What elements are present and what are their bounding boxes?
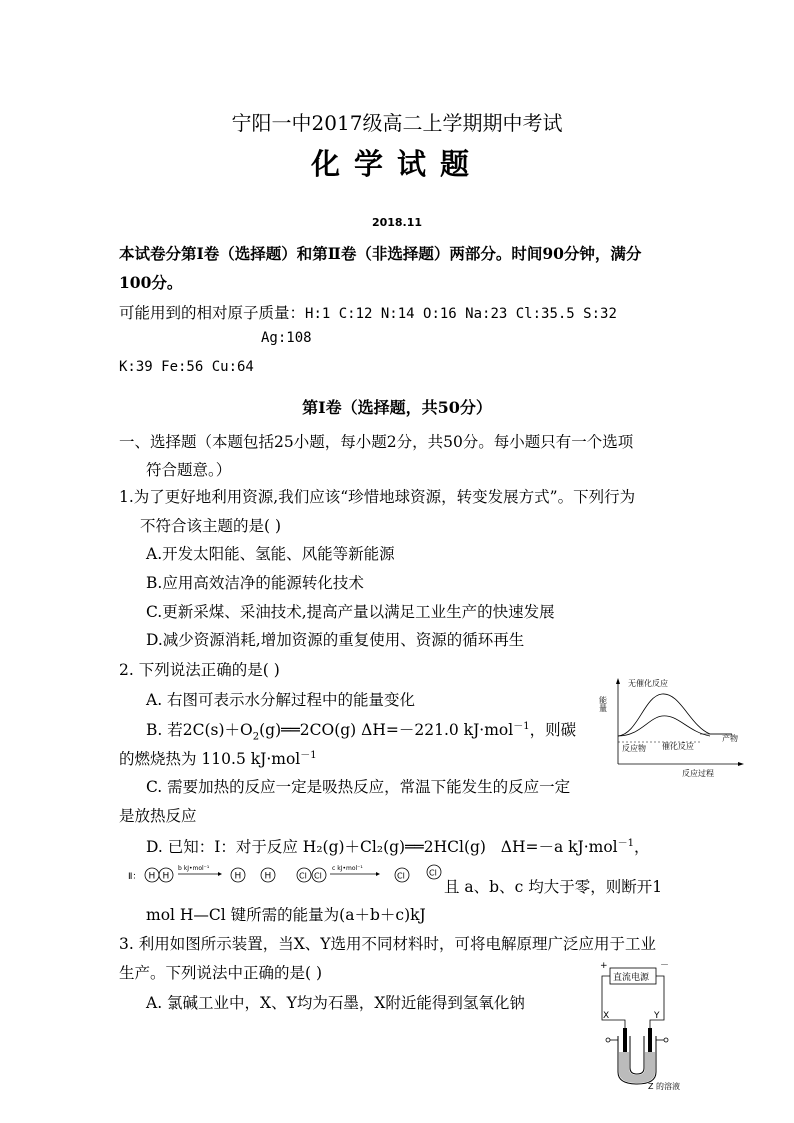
q2-option-b-line2: 的燃烧热为 110.5 kJ·mol$^{-1}$ xyxy=(119,750,317,769)
stopcock-left xyxy=(606,1038,610,1042)
cl-atom-label: Cl xyxy=(314,871,322,881)
u-tube-inner xyxy=(630,1036,644,1074)
q2-option-c-1: C. 需要加热的反应一定是吸热反应，常温下能发生的反应一定 xyxy=(146,778,571,796)
q3-option-a: A. 氯碱工业中，X、Y均为石墨，X附近能得到氢氧化钠 xyxy=(146,994,525,1012)
q3-stem-1: 3. 利用如图所示装置，当X、Y选用不同材料时，可将电解原理广泛应用于工业 xyxy=(119,935,656,953)
reactant-label: 反应物 xyxy=(622,744,646,753)
q2-option-b: B. 若$2C(s)+O_2(g)══2CO(g)$ ΔH=－221.0 kJ·mol$^{-1}$，则碳 xyxy=(146,721,577,743)
h-atom-label: H xyxy=(148,871,156,882)
q2-option-a: A. 右图可表示水分解过程中的能量变化 xyxy=(146,691,416,709)
subject-title: 化学试题 xyxy=(310,147,483,181)
h-atom-label: H xyxy=(264,871,272,882)
cl-atom-label: Cl xyxy=(429,868,437,878)
q1-option-c: C.更新采煤、采油技术,提高产量以满足工业生产的快速发展 xyxy=(146,603,555,621)
h-atom-label: H xyxy=(234,871,242,882)
electrolysis-svg xyxy=(592,960,694,1090)
q2-option-d-line3: mol H—Cl 键所需的能量为(a＋b＋c)kJ xyxy=(146,906,426,924)
electrode-x-label: X xyxy=(603,1011,610,1021)
arrow-head xyxy=(376,872,380,876)
q3-stem-2: 生产。下列说法中正确的是( ) xyxy=(119,964,323,982)
atomic-mass-ag: Ag:108 xyxy=(261,330,312,346)
power-supply-label: 直流电源 xyxy=(613,973,650,983)
q1-option-b: B.应用高效洁净的能源转化技术 xyxy=(146,574,364,592)
atomic-mass-k-fe-cu: K:39 Fe:56 Cu:64 xyxy=(119,359,254,375)
b-energy-label: b kJ•mol⁻¹ xyxy=(178,865,210,872)
energy-diagram-svg xyxy=(600,676,750,782)
exam-title: 宁阳一中2017级高二上学期期中考试 xyxy=(231,111,563,135)
wire-left xyxy=(602,976,625,1034)
solution-label: Z 的溶液 xyxy=(648,1082,681,1091)
section-heading: 第Ⅰ卷（选择题，共50分） xyxy=(302,398,492,417)
q2-option-d: D. 已知：Ⅰ：对于反应 H₂(g)＋Cl₂(g)══2HCl(g) ΔH=－a kJ·mol$^{-1}$， xyxy=(146,838,650,857)
electrolysis-diagram xyxy=(592,960,694,1090)
positive-terminal-label: + xyxy=(600,961,608,971)
stopcock-right xyxy=(664,1038,668,1042)
q1-stem-1: 1.为了更好地利用资源,我们应该“珍惜地球资源，转变发展方式”。下列行为 xyxy=(119,488,636,506)
solution-fill xyxy=(619,1052,655,1083)
uncatalyzed-label: 无催化反应 xyxy=(628,679,668,688)
q1-option-a: A.开发太阳能、氢能、风能等新能源 xyxy=(146,545,395,563)
energy-diagram xyxy=(600,676,750,782)
atomic-mass-label: 可能用到的相对原子质量： xyxy=(119,304,306,322)
atomic-mass-line xyxy=(119,301,617,323)
catalyzed-curve xyxy=(618,716,710,736)
reaction-process-label: 反应过程 xyxy=(682,769,714,778)
intro-line-2: 100分。 xyxy=(119,273,183,292)
h-atom-label: H xyxy=(162,871,170,882)
arrow-head xyxy=(218,872,222,876)
q1-option-d: D.减少资源消耗,增加资源的重复使用、资源的循环再生 xyxy=(146,631,525,649)
electrode-y-label: Y xyxy=(654,1011,660,1021)
wire-right xyxy=(650,976,664,1034)
energy-axis-label: 能量 xyxy=(598,696,608,712)
y-axis-arrow xyxy=(616,678,620,684)
product-label: 产物 xyxy=(722,734,738,743)
atomic-mass-values: H:1 C:12 N:14 O:16 Na:23 Cl:35.5 S:32 xyxy=(305,306,617,322)
q1-stem-2: 不符合该主题的是( ) xyxy=(140,517,282,535)
cl-atom-label: Cl xyxy=(397,871,405,881)
roman-two-label: Ⅱ： xyxy=(128,872,142,882)
x-axis-arrow xyxy=(738,762,744,766)
q2-stem: 2. 下列说法正确的是( ) xyxy=(119,661,280,679)
bond-energy-svg xyxy=(126,862,446,888)
uncatalyzed-curve xyxy=(618,694,732,736)
exam-date: 2018.11 xyxy=(371,216,423,229)
catalyzed-label: 催化反应 xyxy=(662,742,694,751)
q2-option-d-condition: 且 a、b、c 均大于零，则断开1 xyxy=(444,878,663,896)
bond-energy-diagram xyxy=(126,862,446,888)
negative-terminal-label: － xyxy=(660,961,670,971)
cl-atom-label: Cl xyxy=(299,871,307,881)
section-desc-2: 符合题意。） xyxy=(146,461,232,479)
section-desc-1: 一、选择题（本题包括25小题，每小题2分，共50分。每小题只有一个选项 xyxy=(119,433,634,451)
q2-option-c-2: 是放热反应 xyxy=(119,807,197,825)
intro-line-1: 本试卷分第Ⅰ卷（选择题）和第Ⅱ卷（非选择题）两部分。时间90分钟，满分 xyxy=(119,244,642,263)
c-energy-label: c kJ•mol⁻¹ xyxy=(332,865,363,872)
